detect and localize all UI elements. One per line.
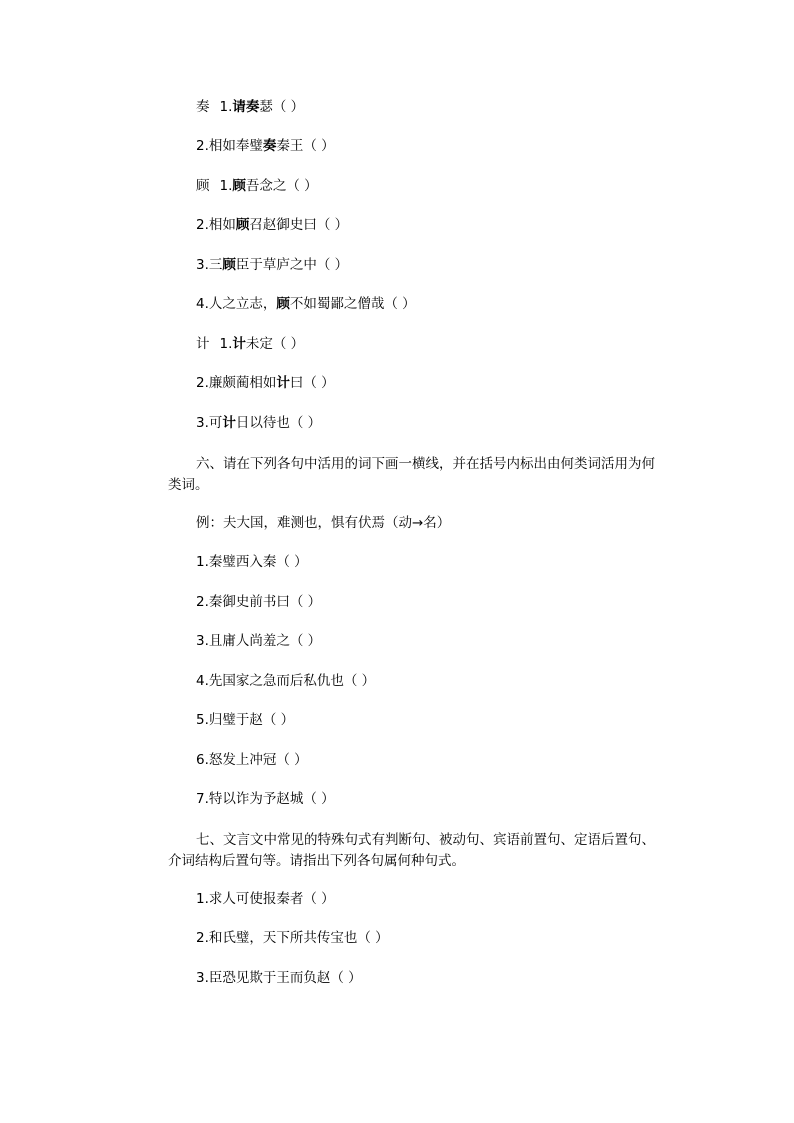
entry-ji-1: 计 1.计未定（ ） <box>196 336 305 352</box>
section6-item: 1.秦璧西入秦（ ） <box>196 554 308 570</box>
section7-item: 3.臣恐见欺于王而负赵（ ） <box>196 970 362 986</box>
section6-item: 4.先国家之急而后私仇也（ ） <box>196 673 376 689</box>
section6-item: 5.归璧于赵（ ） <box>196 712 295 728</box>
entry-zou-1: 奏 1.请奏瑟（ ） <box>196 99 305 115</box>
entry-gu-2: 2.相如顾召赵御史曰（ ） <box>196 217 349 233</box>
entry-gu-3: 3.三顾臣于草庐之中（ ） <box>196 257 349 273</box>
section7-heading: 七、文言文中常见的特殊句式有判断句、被动句、宾语前置句、定语后置句、 介词结构后置句等。请指出下列各句属何种句式。 <box>168 832 655 869</box>
section6-item: 7.特以诈为予赵城（ ） <box>196 791 335 807</box>
section7-item: 1.求人可使报秦者（ ） <box>196 891 335 907</box>
section6-item: 3.且庸人尚羞之（ ） <box>196 633 322 649</box>
entry-ji-3: 3.可计日以待也（ ） <box>196 415 322 431</box>
section6-item: 2.秦御史前书曰（ ） <box>196 594 322 610</box>
section6-heading: 六、请在下列各句中活用的词下画一横线，并在括号内标出由何类词活用为何 类词。 <box>168 456 655 493</box>
entry-ji-2: 2.廉颇蔺相如计曰（ ） <box>196 375 335 391</box>
entry-gu-1: 顾 1.顾吾念之（ ） <box>196 178 318 194</box>
section7-item: 2.和氏璧，天下所共传宝也（ ） <box>196 930 389 946</box>
entry-zou-2: 2.相如奉璧奏秦王（ ） <box>196 138 335 154</box>
section6-item: 6.怒发上冲冠（ ） <box>196 752 308 768</box>
section6-example: 例：夫大国，难测也，惧有伏焉（动→名） <box>196 515 451 531</box>
entry-gu-4: 4.人之立志，顾不如蜀鄙之僧哉（ ） <box>196 296 416 312</box>
